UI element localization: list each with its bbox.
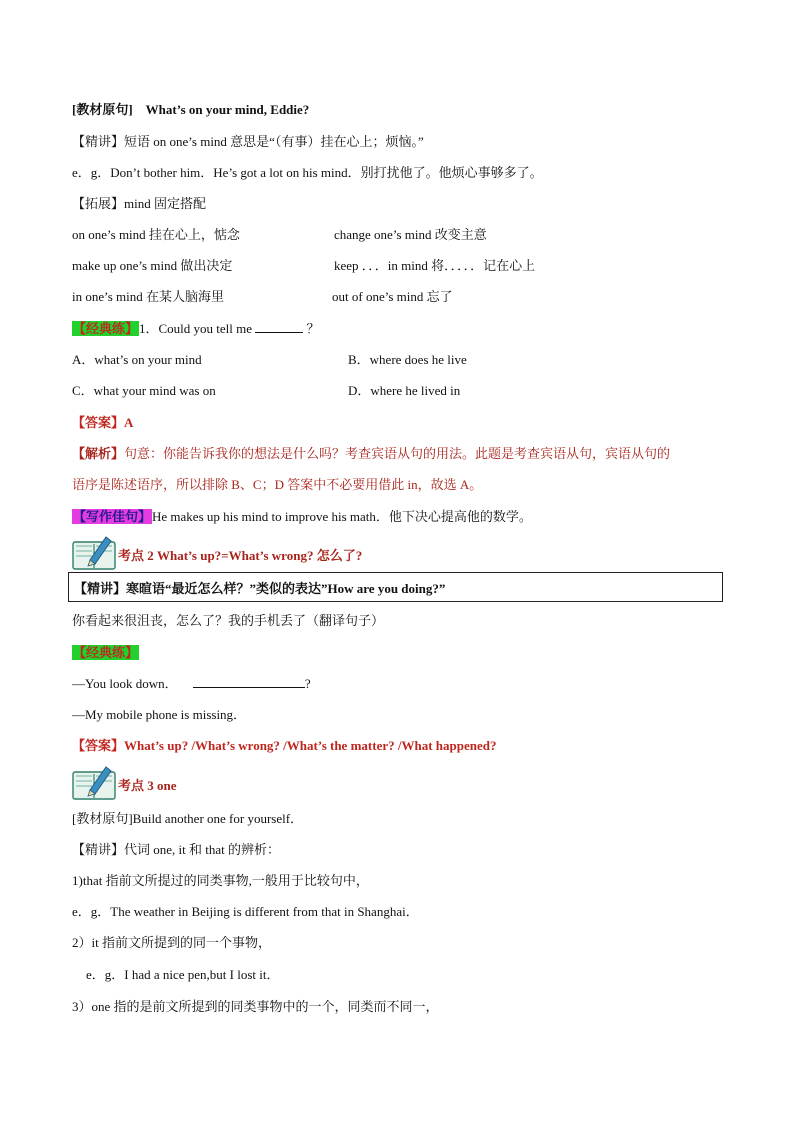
source-sentence: [教材原句]Build another one for yourself． <box>72 811 304 826</box>
phrase-left-3: in one’s mind 在某人脑海里 <box>72 289 225 304</box>
box-tag: 【精讲】 <box>74 581 127 596</box>
explanation-line-3 <box>72 841 280 859</box>
example-sentence: e．g．Don’t bother him．He’s got a lot on his mind．别打扰他了。他烦心事够多了。 <box>72 165 543 180</box>
book-pencil-icon <box>72 534 116 570</box>
answer-line <box>72 414 133 432</box>
practice-question-line <box>72 320 320 338</box>
writing-text: He makes up his mind to improve his math．他下决心提高他的数学。 <box>152 509 532 524</box>
extension-line <box>72 195 206 213</box>
writing-tag: 【写作佳句】 <box>73 509 152 524</box>
question-text: 1．Could you tell me <box>139 321 253 336</box>
dialog-line-2: —My mobile phone is missing． <box>72 707 247 722</box>
textbook-tag: [教材原句] <box>72 102 133 117</box>
dialog-line-1 <box>72 675 311 693</box>
practice-tag-2: 【经典练】 <box>73 645 139 660</box>
dialog-1-text: —You look down． <box>72 676 178 691</box>
book-pencil-icon <box>72 764 116 800</box>
analysis-tag: 【解析】 <box>72 446 125 461</box>
section-2-title: 考点 2 What’s up?=What’s wrong? 怎么了? <box>118 548 363 563</box>
writing-line <box>72 508 532 526</box>
phrase-left-1: on one’s mind 挂在心上，惦念 <box>72 227 240 242</box>
answer-value-2: What’s up? /What’s wrong? /What’s the matter? /What happened? <box>124 738 497 753</box>
phrase-right-1: change one’s mind 改变主意 <box>334 227 487 242</box>
point-1: 1)that 指前文所提过的同类事物,一般用于比较句中， <box>72 873 369 888</box>
analysis-text-1: 句意：你能告诉我你的想法是什么吗？考查宾语从句的用法。此题是考查宾语从句，宾语从句的 <box>124 446 671 461</box>
answer-tag: 【答案】 <box>72 415 125 430</box>
textbook-sentence-line <box>72 101 309 119</box>
section-3-title: 考点 3 one <box>118 778 177 793</box>
answer-value: A <box>124 415 134 430</box>
practice-line-2 <box>72 644 139 662</box>
explanation-text: 短语 on one’s mind 意思是“（有事）挂在心上；烦恼。” <box>124 134 424 149</box>
extension-text: mind 固定搭配 <box>124 196 206 211</box>
explanation-tag-3: 【精讲】 <box>72 842 125 857</box>
option-c: C．what your mind was on <box>72 383 216 398</box>
explanation-text-3: 代词 one, it 和 that 的辨析： <box>124 842 281 857</box>
option-d: D．where he lived in <box>348 383 461 398</box>
extension-tag: 【拓展】 <box>72 196 125 211</box>
practice-tag: 【经典练】 <box>73 321 139 336</box>
explanation-line <box>72 133 424 151</box>
point-2-example: e．g．I had a nice pen,but I lost it． <box>86 967 280 982</box>
answer-tag-2: 【答案】 <box>72 738 125 753</box>
box-text: 寒暄语“最近怎么样？”类似的表达”How are you doing?” <box>126 581 446 596</box>
question-end: ？ <box>306 321 320 336</box>
explanation-tag: 【精讲】 <box>72 134 125 149</box>
point-2: 2）it 指前文所提到的同一个事物， <box>72 935 271 950</box>
point-3: 3）one 指的是前文所提到的同类事物中的一个，同类而不同一， <box>72 999 439 1014</box>
answer-line-2 <box>72 737 496 755</box>
dialog-blank <box>193 675 305 688</box>
answer-blank <box>255 320 303 333</box>
translate-line: 你看起来很沮丧，怎么了？我的手机丢了（翻译句子） <box>72 613 385 628</box>
option-a: A．what’s on your mind <box>72 352 202 367</box>
phrase-right-2: keep ．．．in mind 将．．．．．记在心上 <box>334 258 536 273</box>
option-b: B．where does he live <box>348 352 467 367</box>
dialog-1-end: ? <box>304 676 311 691</box>
phrase-right-3: out of one’s mind 忘了 <box>332 289 453 304</box>
box-explanation-line <box>74 580 445 598</box>
textbook-sentence: What’s on your mind, Eddie? <box>145 102 310 117</box>
point-1-example: e．g．The weather in Beijing is different from that in Shanghai． <box>72 904 419 919</box>
analysis-line-2: 语序是陈述语序，所以排除 B、C；D 答案中不必要用借此 in，故选 A。 <box>72 477 483 492</box>
phrase-left-2: make up one’s mind 做出决定 <box>72 258 233 273</box>
analysis-line-1 <box>72 445 670 463</box>
